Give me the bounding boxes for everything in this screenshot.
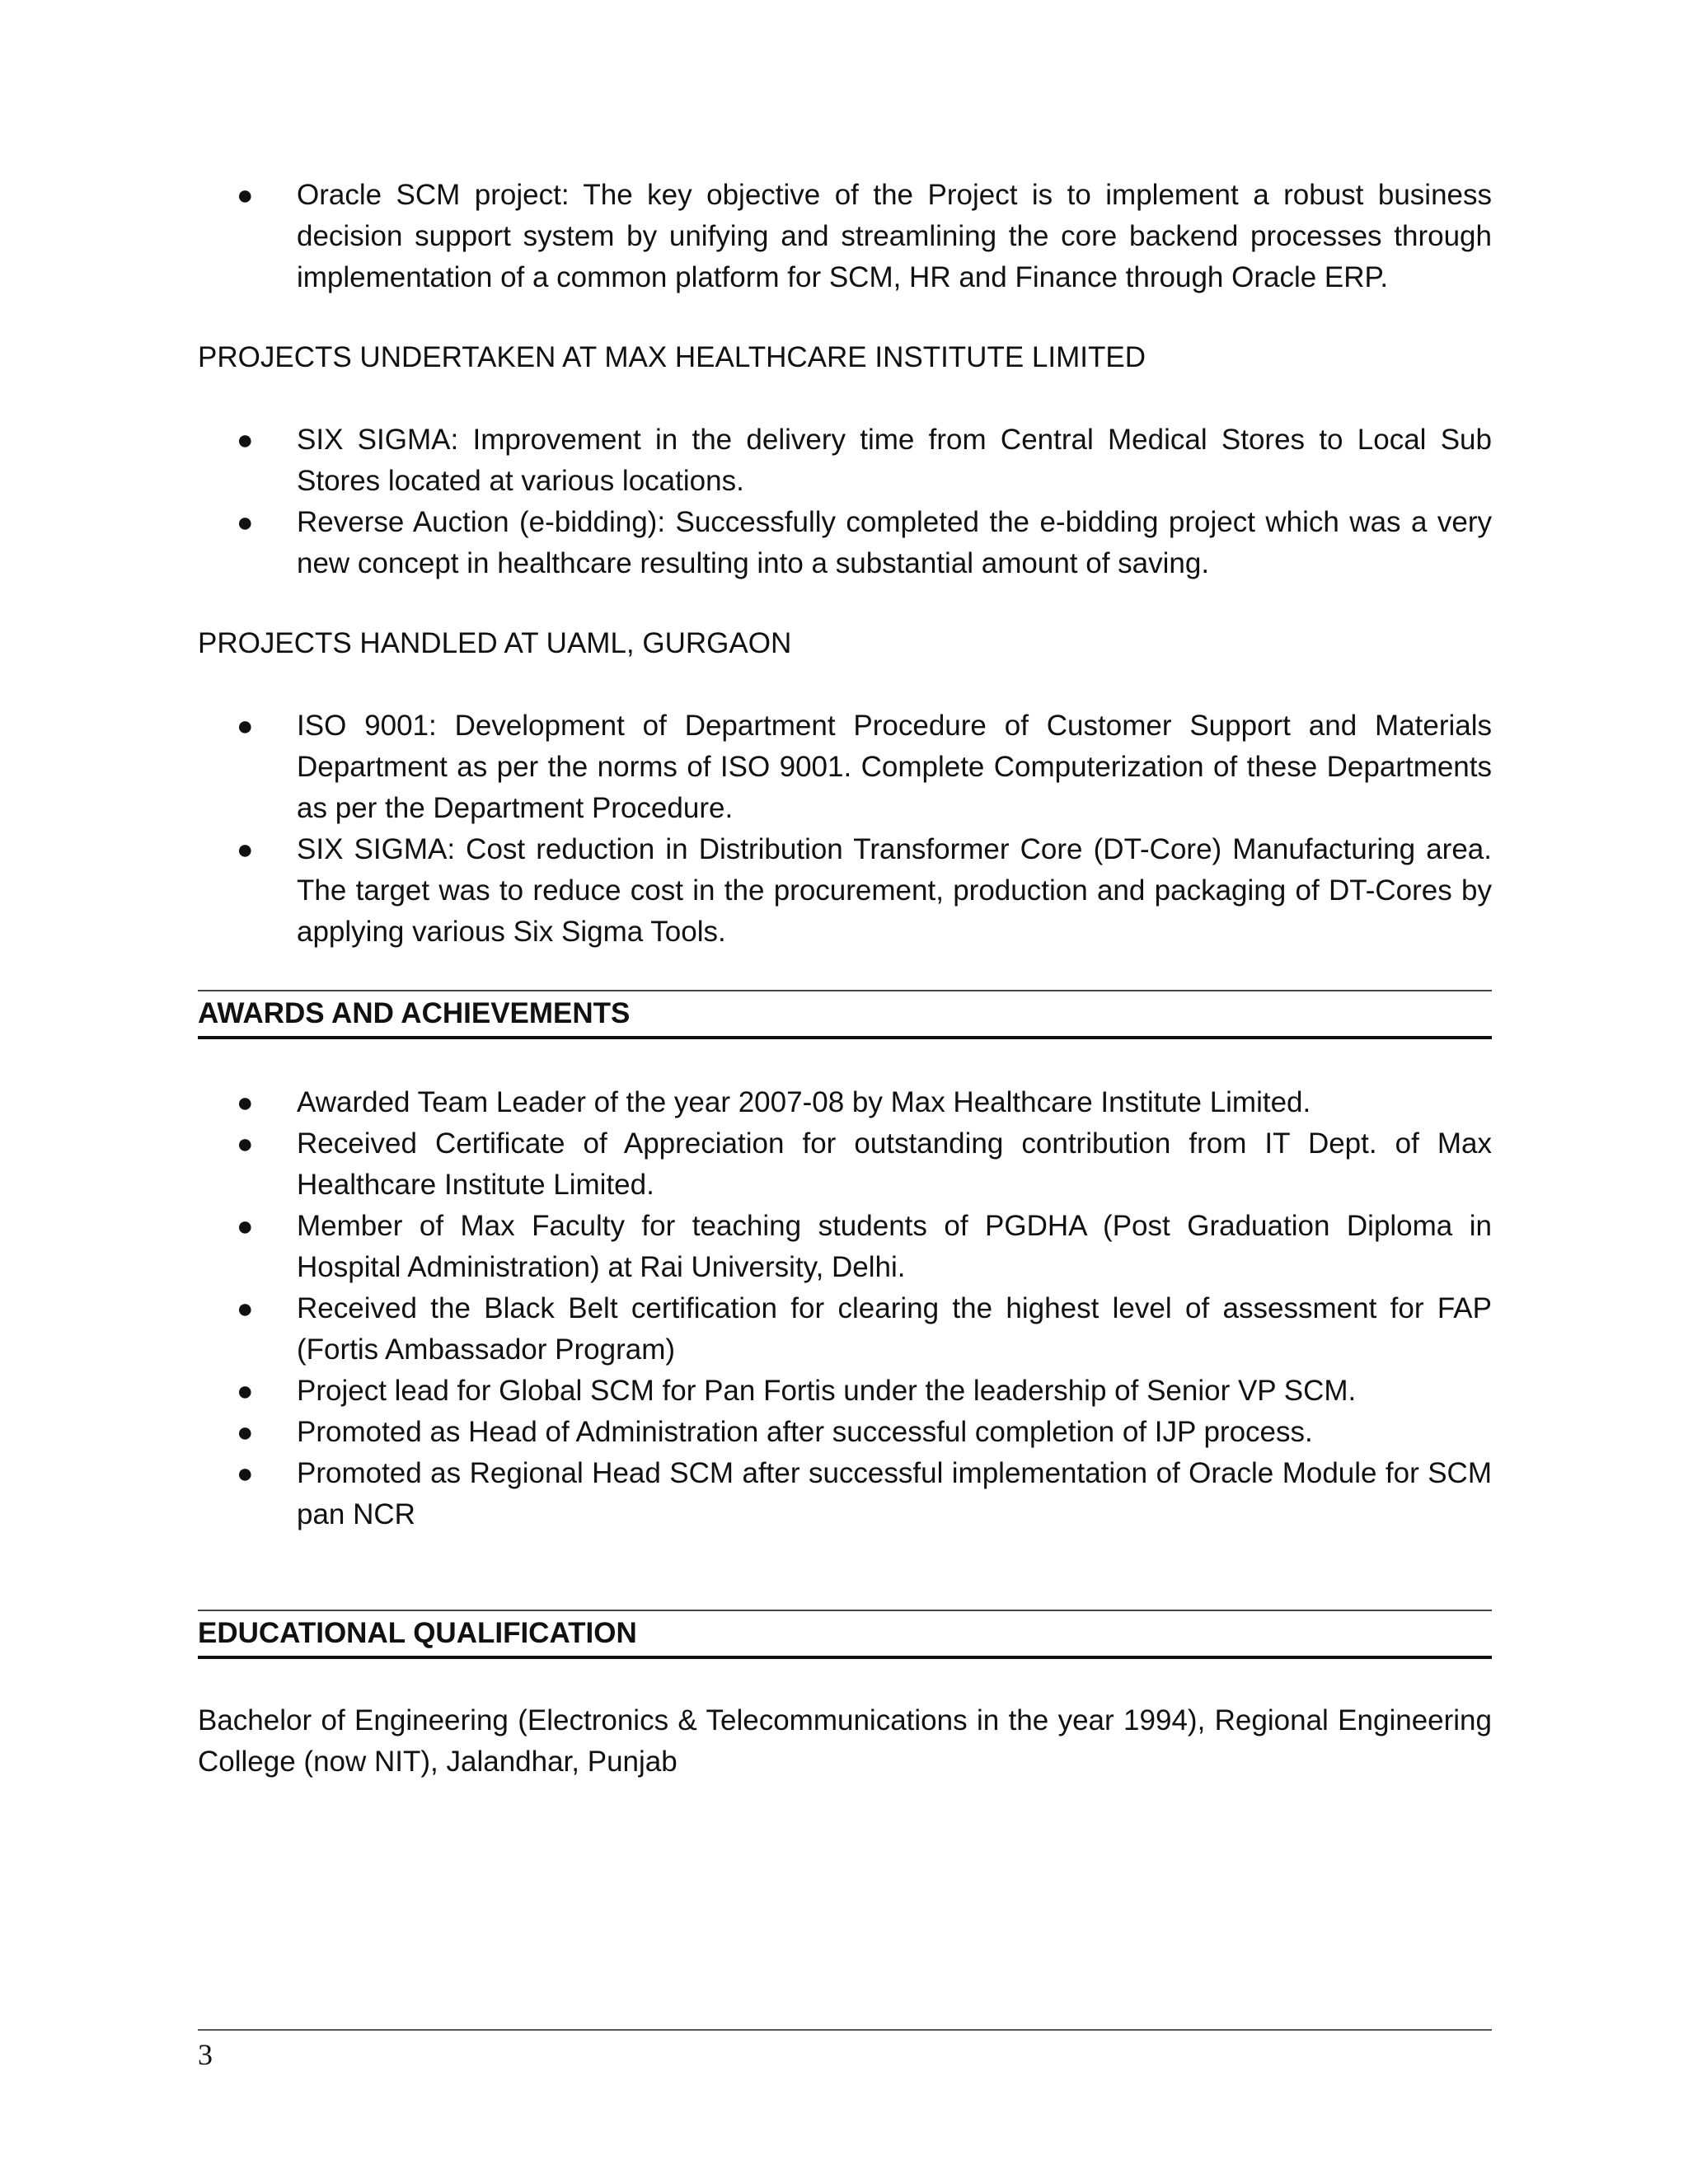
list-item-text: SIX SIGMA: Cost reduction in Distribution Transformer Core (DT-Core) Manufacturing area. The target was to reduce cost in the procurement, production and packaging of DT-Cores by applying various Six Sigma Tools.: [297, 833, 1492, 948]
list-item-text: Reverse Auction (e-bidding): Successfully completed the e-bidding project which was a very new concept in healthcare resulting into a substantial amount of saving.: [297, 506, 1492, 579]
list-item: [237, 705, 1492, 829]
list-item-text: Promoted as Regional Head SCM after successful implementation of Oracle Module for SCM pan NCR: [297, 1457, 1492, 1530]
awards-list: [198, 1082, 1492, 1535]
uaml-projects-heading: PROJECTS HANDLED AT UAML, GURGAON: [198, 627, 792, 659]
uaml-projects-list: [198, 705, 1492, 953]
list-item: [237, 1453, 1492, 1535]
bullet-icon: ●: [237, 180, 254, 211]
list-item: [237, 1082, 1492, 1123]
list-item: [237, 1206, 1492, 1288]
list-item-text: ISO 9001: Development of Department Procedure of Customer Support and Materials Department as per the norms of ISO 9001. Complete Computerization of these Departments as per the Department Procedure.: [297, 710, 1492, 824]
list-item: [237, 419, 1492, 502]
bullet-icon: ●: [237, 710, 254, 742]
bullet-icon: ●: [237, 507, 254, 538]
bullet-icon: ●: [237, 1293, 254, 1324]
oracle-project-list: [198, 175, 1492, 298]
bullet-icon: ●: [237, 1087, 254, 1118]
list-item: [237, 1123, 1492, 1206]
awards-section-heading: AWARDS AND ACHIEVEMENTS: [198, 990, 1492, 1039]
list-item-text: Received Certificate of Appreciation for outstanding contribution from IT Dept. of Max Healthcare Institute Limited.: [297, 1127, 1492, 1201]
bullet-icon: ●: [237, 1376, 254, 1407]
page-content: [198, 175, 1492, 1783]
footer-divider: [198, 2029, 1492, 2031]
list-item-text: Oracle SCM project: The key objective of the Project is to implement a robust business decision support system by unifying and streamlining the core backend processes through implementation of a common platform for SCM, HR and Finance through Oracle ERP.: [297, 179, 1492, 293]
bullet-icon: ●: [237, 1128, 254, 1160]
bullet-icon: ●: [237, 1458, 254, 1489]
list-item: [237, 829, 1492, 953]
list-item-text: Project lead for Global SCM for Pan Fortis under the leadership of Senior VP SCM.: [297, 1375, 1357, 1407]
max-healthcare-projects-list: [198, 419, 1492, 584]
bullet-icon: ●: [237, 834, 254, 865]
bullet-icon: ●: [237, 424, 254, 456]
max-healthcare-projects-heading: PROJECTS UNDERTAKEN AT MAX HEALTHCARE INSTITUTE LIMITED: [198, 341, 1146, 373]
list-item-text: Member of Max Faculty for teaching students of PGDHA (Post Graduation Diploma in Hospital Administration) at Rai University, Delhi.: [297, 1210, 1492, 1283]
page-number: 3: [198, 2038, 213, 2071]
education-details: Bachelor of Engineering (Electronics & Telecommunications in the year 1994), Regional Engineering College (now NIT), Jalandhar, Punjab: [198, 1704, 1492, 1778]
list-item: [237, 502, 1492, 584]
bullet-icon: ●: [237, 1211, 254, 1242]
list-item-text: Awarded Team Leader of the year 2007-08 by Max Healthcare Institute Limited.: [297, 1086, 1311, 1118]
bullet-icon: ●: [237, 1417, 254, 1448]
list-item: [237, 1412, 1492, 1453]
education-section-heading: EDUCATIONAL QUALIFICATION: [198, 1610, 1492, 1659]
list-item-text: SIX SIGMA: Improvement in the delivery time from Central Medical Stores to Local Sub Stores located at various locations.: [297, 424, 1492, 497]
list-item: [237, 1371, 1492, 1412]
list-item: [237, 175, 1492, 298]
list-item-text: Promoted as Head of Administration after successful completion of IJP process.: [297, 1416, 1313, 1448]
list-item-text: Received the Black Belt certification for clearing the highest level of assessment for FAP (Fortis Ambassador Program): [297, 1292, 1492, 1366]
list-item: [237, 1288, 1492, 1371]
